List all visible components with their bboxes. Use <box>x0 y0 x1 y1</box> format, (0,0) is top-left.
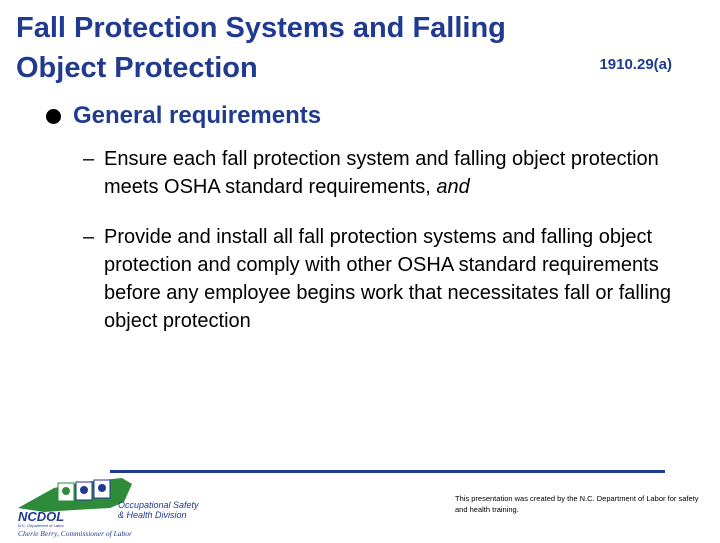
subpoint-2-text: Provide and install all fall protection systems and falling object protection and comply with other OSHA standard requirements before any employee begins work that necessitates fall or falling object protection <box>104 226 671 332</box>
bullet-dot-icon <box>46 109 61 124</box>
title-line-2: Object Protection <box>16 52 258 84</box>
nc-state-shape <box>18 478 132 512</box>
subpoint-2 <box>83 223 686 335</box>
main-bullet-text: General requirements <box>73 102 322 129</box>
footer-divider <box>110 470 665 473</box>
logo-division-line2: & Health Division <box>118 510 187 520</box>
subpoint-1-text <box>86 145 686 201</box>
dash-icon: – <box>83 226 95 248</box>
logo-dept: N.C. Department of Labor <box>18 523 64 528</box>
ncdol-logo <box>14 474 214 538</box>
logo-division-line1: Occupational Safety <box>118 500 199 510</box>
main-bullet <box>46 102 321 130</box>
subpoint-1-emphasis: and <box>436 176 470 198</box>
subpoint-1-main: Ensure each fall protection system and falling object protection meets OSHA standard requirements, <box>104 148 659 198</box>
regulation-citation: 1910.29(a) <box>599 56 672 73</box>
title-line-1: Fall Protection Systems and Falling <box>16 12 506 44</box>
slide-title <box>16 8 576 88</box>
logo-org: NCDOL <box>18 509 65 524</box>
footer-note: This presentation was created by the N.C. Department of Labor for safety and health training. <box>455 494 699 514</box>
logo-commissioner: Cherie Berry, Commissioner of Labor <box>18 529 132 538</box>
ncdol-logo-graphic <box>14 474 214 538</box>
subpoint-1 <box>83 145 686 201</box>
dash-icon: – <box>83 148 95 170</box>
